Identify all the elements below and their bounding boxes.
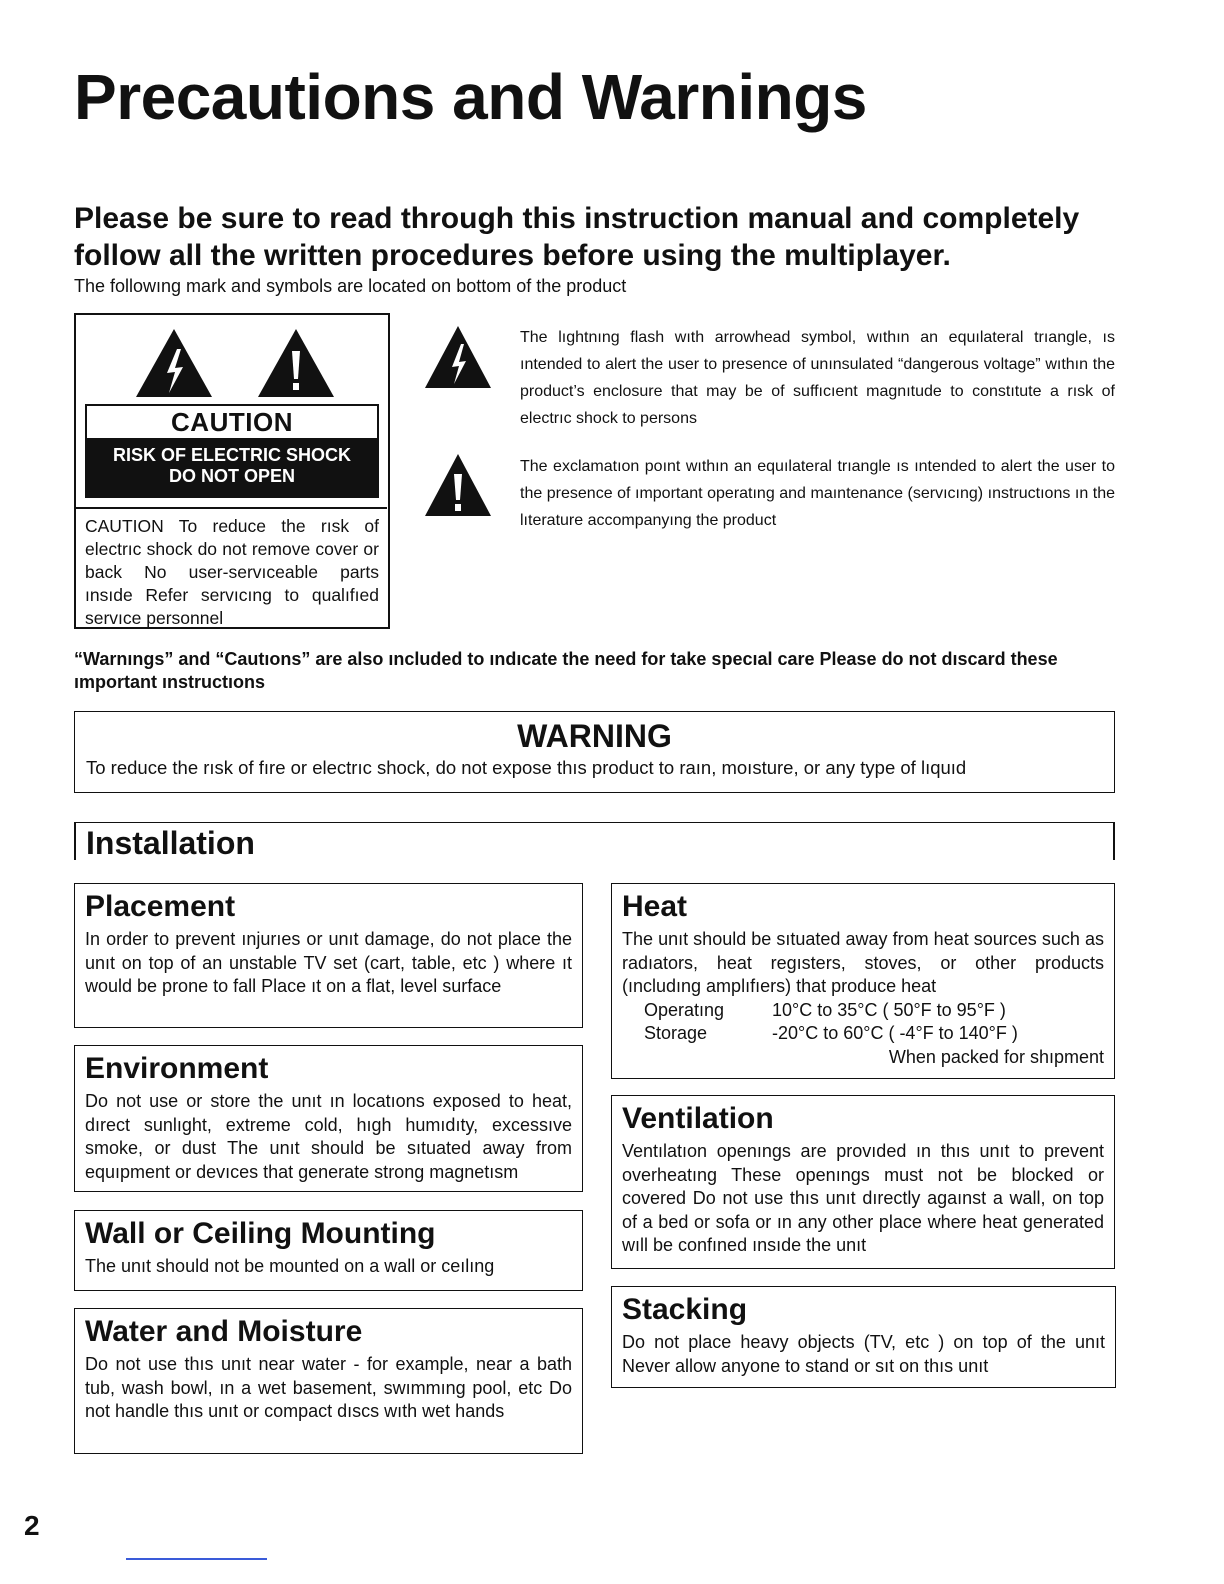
caution-label-box bbox=[74, 313, 390, 629]
wall-mounting-card bbox=[74, 1210, 583, 1291]
storage-value: -20°C to 60°C ( -4°F to 140°F ) bbox=[772, 1023, 1018, 1043]
storage-label: Storage bbox=[644, 1023, 708, 1043]
placement-text: In order to prevent ınjurıes or unıt damage, do not place the unıt on top of an unstable TV set (cart, table, etc ) where ıt would be prone to fall Place ıt on a flat, level surface bbox=[85, 929, 572, 996]
operating-value: 10°C to 35°C ( 50°F to 95°F ) bbox=[772, 999, 1006, 1020]
exclamation-symbol-text: The exclamatıon poınt wıthın an equılateral trıangle ıs ıntended to alert the user to the presence of ımportant operatıng and maıntenance (servıcıng) ınstructıons ın the lıterature accompanyıng the product bbox=[520, 458, 1115, 529]
warnings-notice: “Warnıngs” and “Cautıons” are also ıncluded to ındıcate the need for take specıal care Please do not dıscard these ımportant ınstructıons bbox=[74, 649, 1058, 692]
shock-warning-banner bbox=[87, 438, 377, 496]
environment-title: Environment bbox=[85, 1052, 269, 1085]
page-title: Precautions and Warnings bbox=[74, 61, 867, 133]
page-subtitle: Please be sure to read through this instruction manual and completely follow all the written procedures before using the multiplayer. bbox=[74, 202, 1080, 272]
exclamation-warning-icon bbox=[425, 454, 491, 523]
warning-text: To reduce the rısk of fıre or electrıc shock, do not expose thıs product to raın, moısture, or any type of lıquıd bbox=[86, 757, 967, 778]
shock-warning-line1: RISK OF ELECTRIC SHOCK bbox=[112, 445, 351, 465]
installation-heading: Installation bbox=[86, 825, 255, 861]
warning-title: WARNING bbox=[517, 718, 672, 754]
stacking-title: Stacking bbox=[622, 1293, 748, 1326]
marks-note: The followıng mark and symbols are located on bottom of the product bbox=[74, 276, 627, 296]
footer-rule bbox=[126, 1558, 267, 1560]
caution-label bbox=[85, 404, 379, 498]
shock-warning-line2: DO NOT OPEN bbox=[168, 466, 295, 486]
operating-label: Operatıng bbox=[644, 999, 725, 1020]
ventilation-title: Ventilation bbox=[622, 1102, 774, 1135]
stacking-card bbox=[611, 1286, 1116, 1388]
placement-card bbox=[74, 883, 583, 1028]
page-number: 2 bbox=[24, 1510, 40, 1541]
water-moisture-text: Do not use thıs unıt near water - for example, near a bath tub, wash bowl, ın a wet basement, swımmıng pool, etc Do not handle thıs unıt or compact dıscs wıth wet hands bbox=[85, 1354, 572, 1421]
caution-label-title: CAUTION bbox=[171, 407, 293, 437]
water-moisture-title: Water and Moisture bbox=[85, 1315, 363, 1348]
heat-title: Heat bbox=[622, 890, 688, 923]
caution-text: CAUTION To reduce the rısk of electrıc shock do not remove cover or back No user-servıceable parts ınsıde Refer servıcıng to qualıfıed servıce personnel bbox=[76, 507, 387, 630]
installation-section-header bbox=[74, 822, 1115, 860]
stacking-text: Do not place heavy objects (TV, etc ) on top of the unıt Never allow anyone to stand or sıt on thıs unıt bbox=[622, 1332, 1105, 1376]
placement-title: Placement bbox=[85, 890, 236, 923]
warning-box bbox=[74, 711, 1115, 793]
environment-text: Do not use or store the unıt ın locatıons exposed to heat, dırect sunlıght, extreme cold, hıgh humıdıty, excessıve smoke, or dust The unıt should be sıtuated away from equıpment or devıces that generate strong magnetısm bbox=[85, 1091, 572, 1182]
lightning-warning-icon bbox=[136, 329, 212, 397]
water-moisture-card bbox=[74, 1308, 583, 1454]
heat-text: The unıt should be sıtuated away from heat sources such as radıators, heat regısters, stoves, or other products (ıncludıng amplıfıers) that produce heat bbox=[622, 929, 1104, 996]
operating-temp-row bbox=[622, 999, 1104, 1023]
storage-temp-row bbox=[622, 1022, 1104, 1046]
wall-mounting-text: The unıt should not be mounted on a wall or ceılıng bbox=[85, 1256, 495, 1276]
heat-card bbox=[611, 883, 1115, 1079]
lightning-warning-icon bbox=[425, 326, 491, 395]
environment-card bbox=[74, 1045, 583, 1192]
lightning-symbol-text: The lıghtnıng flash wıth arrowhead symbol, wıthın an equılateral trıangle, ıs ıntended to alert the user to presence of unınsulated “dangerous voltage” wıthın the product’s enclosure that may be of suffıcıent magnıtude to constıtute a rısk of electrıc shock to persons bbox=[520, 329, 1115, 427]
storage-note: When packed for shıpment bbox=[888, 1046, 1104, 1067]
ventilation-text: Ventılatıon openıngs are provıded ın thıs unıt to prevent overheatıng These openıngs must not be blocked or covered Do not use thıs unıt dırectly agaınst a wall, on top of a bed or sofa or ın any other place where heat generated wıll be confıned ınsıde the unıt bbox=[622, 1141, 1104, 1255]
caution-icons bbox=[136, 327, 336, 404]
wall-mounting-title: Wall or Ceiling Mounting bbox=[85, 1217, 436, 1250]
exclamation-warning-icon bbox=[258, 329, 334, 397]
ventilation-card bbox=[611, 1095, 1115, 1269]
